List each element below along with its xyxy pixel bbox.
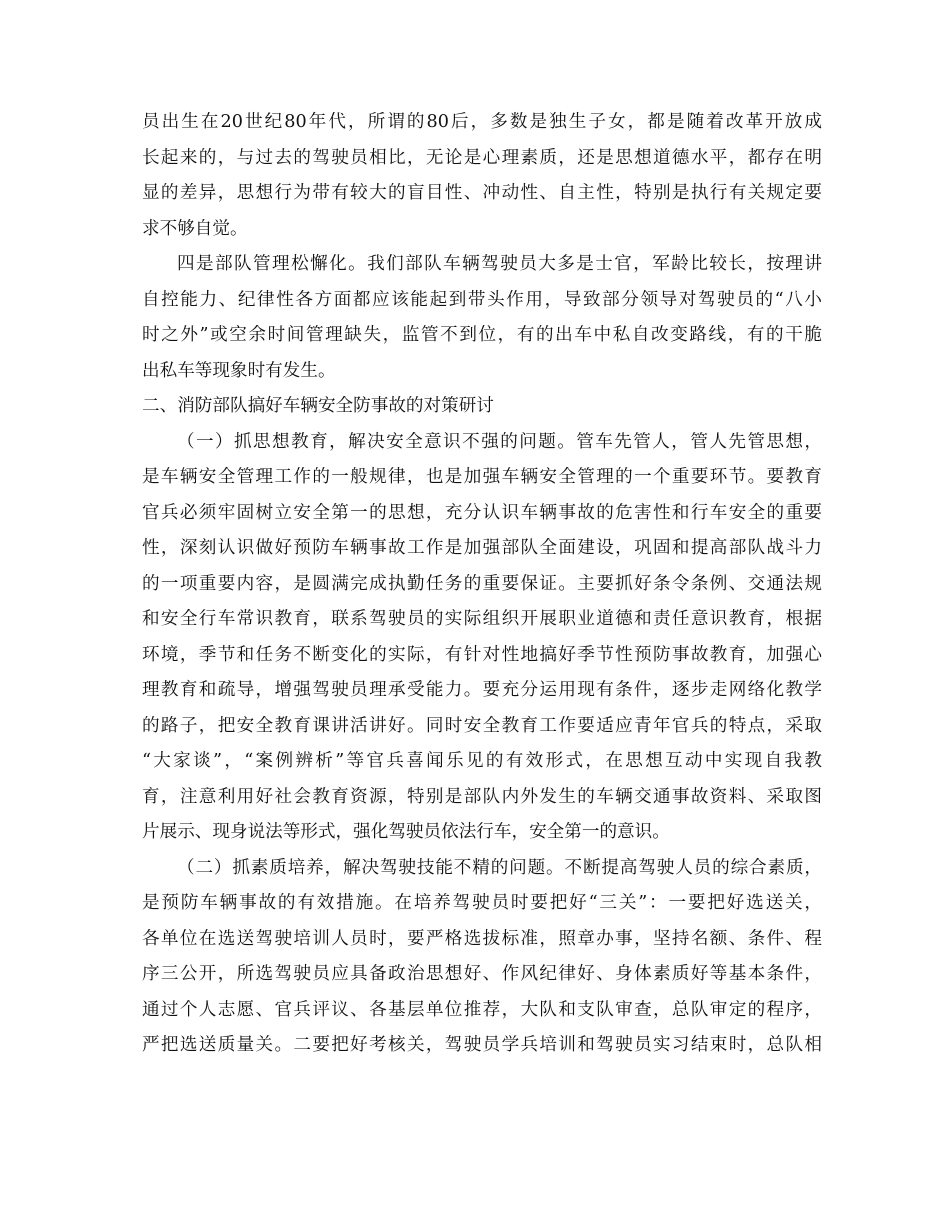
text-line: 环境，季节和任务不断变化的实际，有针对性地搞好季节性预防事故教育，加强心 — [142, 644, 822, 665]
paragraph — [142, 851, 822, 1064]
paragraph — [142, 425, 822, 851]
text-line: 是预防车辆事故的有效措施。在培养驾驶员时要把好“三关”：一要把好选送关， — [142, 893, 822, 913]
text-line: （二）抓素质培养，解决驾驶技能不精的问题。不断提高驾驶人员的综合素质， — [177, 857, 822, 878]
text-line: 通过个人志愿、官兵评议、各基层单位推荐，大队和支队审查，总队审定的程序， — [142, 999, 822, 1020]
text-line: 官兵必须牢固树立安全第一的思想，充分认识车辆事故的危害性和行车安全的重要 — [142, 502, 822, 523]
text-line: 严把选送质量关。二要把好考核关，驾驶员学兵培训和驾驶员实习结束时，总队相 — [142, 1035, 822, 1055]
text-line: 育，注意利用好社会教育资源，特别是部队内外发生的车辆交通事故资料、采取图 — [142, 786, 822, 807]
text-line: 四是部队管理松懈化。我们部队车辆驾驶员大多是士官，军龄比较长，按理讲 — [177, 254, 822, 274]
paragraph — [142, 105, 822, 247]
text-line: 自控能力、纪律性各方面都应该能起到带头作用，导致部分领导对驾驶员的“八小 — [142, 289, 822, 310]
paragraph — [142, 247, 822, 389]
text-line: 时之外”或空余时间管理缺失，监管不到位，有的出车中私自改变路线，有的干脆 — [142, 325, 822, 345]
text-line: 出私车等现象时有发生。 — [142, 360, 336, 381]
text-line: 各单位在选送驾驶培训人员时，要严格选拔标准，照章办事，坚持名额、条件、程 — [142, 928, 822, 949]
text-line: 求不够自觉。 — [142, 218, 248, 239]
text-line: 显的差异，思想行为带有较大的盲目性、冲动性、自主性，特别是执行有关规定要 — [142, 183, 822, 203]
text-line: 的一项重要内容，是圆满完成执勤任务的重要保证。主要抓好条令条例、交通法规 — [142, 573, 822, 594]
heading-text: 二、消防部队搞好车辆安全防事故的对策研讨 — [142, 396, 494, 416]
text-line: 性，深刻认识做好预防车辆事故工作是加强部队全面建设，巩固和提高部队战斗力 — [142, 538, 822, 558]
text-line: 和安全行车常识教育，联系驾驶员的实际组织开展职业道德和责任意识教育，根据 — [142, 609, 822, 629]
text-line: 片展示、现身说法等形式，强化驾驶员依法行车，安全第一的意识。 — [142, 822, 670, 842]
section-heading — [142, 389, 822, 425]
text-line: 理教育和疏导，增强驾驶员理承受能力。要充分运用现有条件，逐步走网络化教学 — [142, 680, 822, 700]
text-line: 序三公开，所选驾驶员应具备政治思想好、作风纪律好、身体素质好等基本条件， — [142, 964, 822, 984]
text-line: 是车辆安全管理工作的一般规律，也是加强车辆安全管理的一个重要环节。要教育 — [142, 467, 822, 487]
text-line: 员出生在20世纪80年代，所谓的80后，多数是独生子女，都是随着改革开放成 — [142, 112, 822, 132]
text-line: 的路子，把安全教育课讲活讲好。同时安全教育工作要适应青年官兵的特点，采取 — [142, 715, 822, 736]
text-line: （一）抓思想教育，解决安全意识不强的问题。管车先管人，管人先管思想， — [177, 431, 822, 452]
text-line: 长起来的，与过去的驾驶员相比，无论是心理素质，还是思想道德水平，都存在明 — [142, 147, 822, 168]
text-line: “大家谈”，“案例辨析”等官兵喜闻乐见的有效形式，在思想互动中实现自我教 — [142, 751, 822, 771]
document-body — [142, 105, 822, 1064]
